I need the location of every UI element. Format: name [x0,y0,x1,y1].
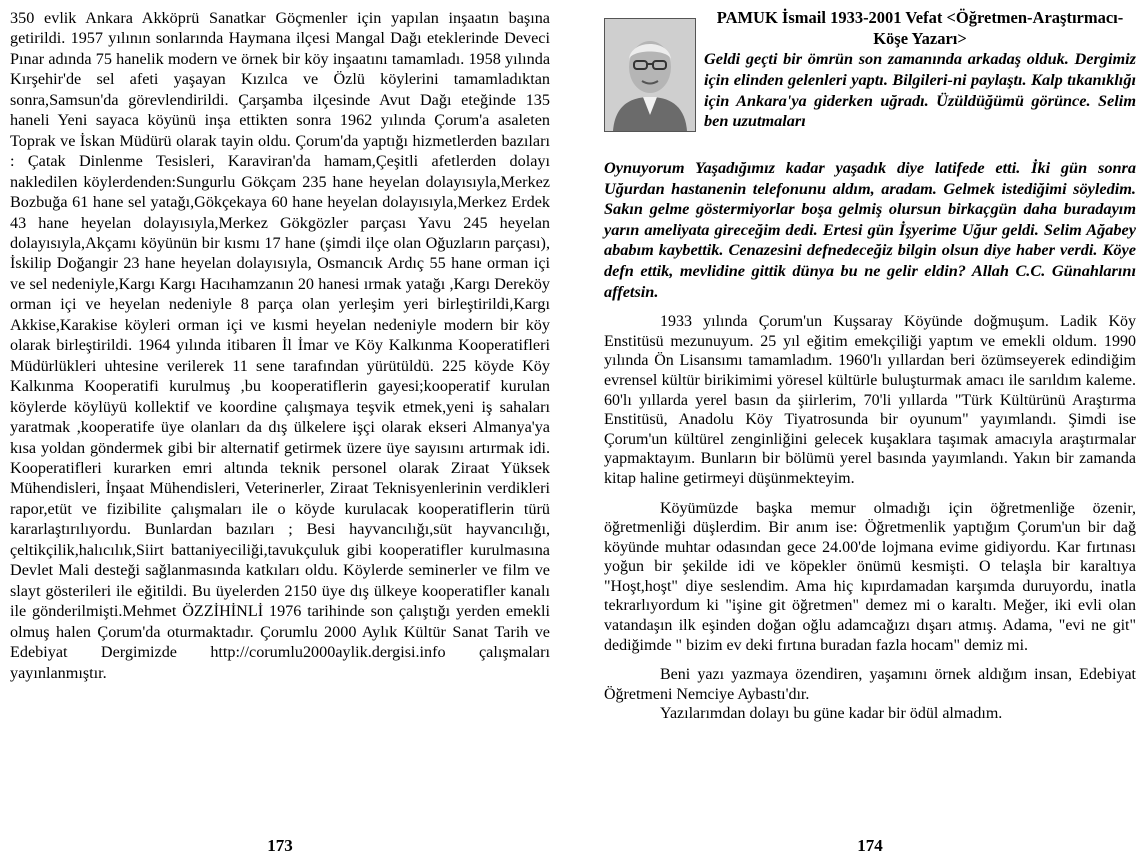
left-page-paragraph: 350 evlik Ankara Akköprü Sanatkar Göçmenler için yapılan inşaatın başına getirildi. 1957 yılının sonlarında Haymana ilçesi Mangal Dağı eteklerinde Deveci Pınar adında 75 hanelik modern ve örnek bir köy inşaatını tamamladı. 1958 yılında Kırşehir'de sel afeti yaşayan Kızılca ve Özlü köylerini tamamladıktan sonra,Samsun'da görevlendirildi. Çarşamba ilçesinde Avut Dağı eteğinde 135 haneli Yeni sayaca köyünü inşa ettikten sonra 1962 yılında Çorum'a asaleten Toprak ve İskan Müdürü olarak tayin oldu. Çorum'da yaptığı hizmetlerden bazıları : Çatak Dinlenme Tesisleri, Karaviran'da hamam,Çeşitli afetlerden dolayı nakledilen köylerdenden:Sungurlu Gökçam 235 hane heyelan dolayısıyla,Merkez Bozbuğa 61 hane sel yatağı,Gökçekaya 60 hane heyelan dolayısıyla,Merkez Erdek 43 hane heyelan dolayısıyla,Merkez Gökgözler parçası Yavu 245 heyelan dolayısıyla,Akçamı köyünün bir kısmı 17 hane (şimdi ilçe olan Oğuzların parçası), İskilip Doğangir 23 hane heyelan dolayısıyla, Osmancık Ardıç 55 hane orman içi ve sel nedeniyle,Kargı Kargı Hacıhamzanın 20 hanesi ırmak yatağı ,Kargı Dereköy orman içi ve heyelan nedeniyle 8 parça olan yerleşim yeri birleştirildi,Kargı Akkise,Karakise köyleri orman içi ve kısmi heyelan nedeniyle modern bir köy olarak birleştirildi. 1964 yılında itibaren İl İmar ve Köy Kalkınma Kooperatifleri Müdürlükleri uhtesine verilerek 11 sene tarafından yürütüldü. 225 köyde Köy Kalkınma Kooperatifi kurulmuş ,bu kooperatiflerin gayesi;kooperatif kurulan köylerde köylüyü kollektif ve koordine çalışmaya teşvik etmek,yeni iş sahaları yaratmak ,kooperatife üye olanları da dış ülkelere işçi olarak ekseri Almanya'ya kısa yoldan göndermek gibi bir alternatif getirmek üzere üye sayısını artırmak idi. Kooperatifleri kurarken emri altında teknik personel olarak Ziraat Yüksek Mühendisleri, İnşaat Mühendisleri, Veterinerler, Ziraat Teknisyenlerinin verdikleri rapor,etüt ve fizibilite çalışmaları ile o köyde kurulacak kooperatiflerin türü kararlaştırılıyordu. Bunlardan bazıları ; Besi hayvancılığı,süt hayvancılığı, çeltikçilik,halıcılık,Siirt battaniyeciliği,tavukçuluk gibi kooperatifler kurulmasına Devlet Mali desteği sağlanmasında katkıları oldu. Köylerde seminerler ve film ve slayt gösterileri ile eğitildi. Bu üyelerden 2150 üye dış ülkeye kooperatifler kanalı ile gönderilmişti.Mehmet ÖZZİHİNLİ 1976 tarihinde son çalıştığı yerden emekli olmuş halen Çorum'da oturmaktadır. Çorumlu 2000 Aylık Kültür Sanat Tarih ve Edebiyat Dergimizde http://corumlu2000aylik.dergisi.info çalışmaları yayınlanmıştır. [10,9,550,682]
article-header [604,8,1136,158]
inspiration-paragraph: Beni yazı yazmaya özendiren, yaşamını örnek aldığım insan, Edebiyat Öğretmeni Nemciye Aybastı'dır. [604,666,1136,703]
biography-paragraph: 1933 yılında Çorum'un Kuşsaray Köyünde doğmuşum. Ladik Köy Enstitüsü mezunuyum. 25 yıl eğitim emekçiliği yaptım ve emekli oldum. 1990 yılında Ön Lisansımı tamamladım. 1960'lı yıllardan beri özümseyerek edindiğim evrensel kültür birikimimi yöresel kültürle buluşturmak amacı ile sarıldım kaleme. 60'lı yıllarda yerel basın da şiirlerim, 70'li yıllarda "Türk Kültürünü Araştırma Enstitüsü, Anadolu Köy Tiyatrosunda bir oyunum" yayımlandı. Şimdi ise Çorum'un kültürel zenginliğini gelecek kuşaklara taşımak amacıyla araştırmalar yapmaktayım. Bunların bir bölümü yerel basında yayımlandı. Yakın bir zamanda kitap haline getirmeyi düşünmekteyim. [604,313,1136,487]
right-page [604,8,1136,856]
right-page-number: 174 [857,836,883,855]
left-page-number: 173 [267,836,293,855]
article-intro: Geldi geçti bir ömrün son zamanında arkadaş olduk. Dergimiz için elinden gelenleri yaptı. Bilgileri-ni paylaştı. Kalp tıkanıklığı için Ankara'ya giderken uğradı. Üzüldüğümü görünce. Selim ben uzutmaları [704,49,1136,131]
portrait-photo-icon [604,18,696,132]
left-page [10,8,550,856]
award-paragraph: Yazılarımdan dolayı bu güne kadar bir ödül almadım. [660,705,1003,723]
memory-paragraph: Köyümüzde başka memur olmadığı için öğretmenliğe özenir, öğretmenliği düşlerdim. Bir anım ise: Öğretmenlik yaptığım Çorum'un bir dağ köyünde muhtar odasından gece 24.00'de lojmana evime gidiyordu. Kar fırtınası yoğun bir şekilde idi ve köpekler önümü kesmişti. O telaşla bir karaltıya "Hoşt,hoşt" diye seslendim. Ama hiç kıpırdamadan karşımda duruyordu, inatla tekrarlıyordum ki "işine git öğretmen" demez mi o karaltı. Meğer, iki evli olan vatandaşın ilk eşinden doğan oğlu adamcağızı dışarı atmış. Adama, "evi ne git" dediğimde " bizim ev deki fırtına buradan fazla hocam" demiz mi. [604,499,1136,654]
article-story: Oynuyorum Yaşadığımız kadar yaşadık diye latifede etti. İki gün sonra Uğurdan hastanenin telefonunu aldım, aradam. Gelmek istediğimi söyledim. Sakın gelme göstermiyorlar boşa gelmiş olursun birkaçgün daha buradayım yarın ameliyata gireceğim dedi. Ertesi gün İşyerime Uğur geldi. Selim Ağabey ababım kaybettik. Cenazesini defnedeceğiz bilgin olsun diye haber verdi. Köye defn ettik, mevlidine gittik dünya bu ne gelir eldin? Allah C.C. Günahlarını affetsin. [604,158,1136,301]
article-title: PAMUK İsmail 1933-2001 Vefat <Öğretmen-Araştırmacı-Köşe Yazarı> [716,8,1124,48]
